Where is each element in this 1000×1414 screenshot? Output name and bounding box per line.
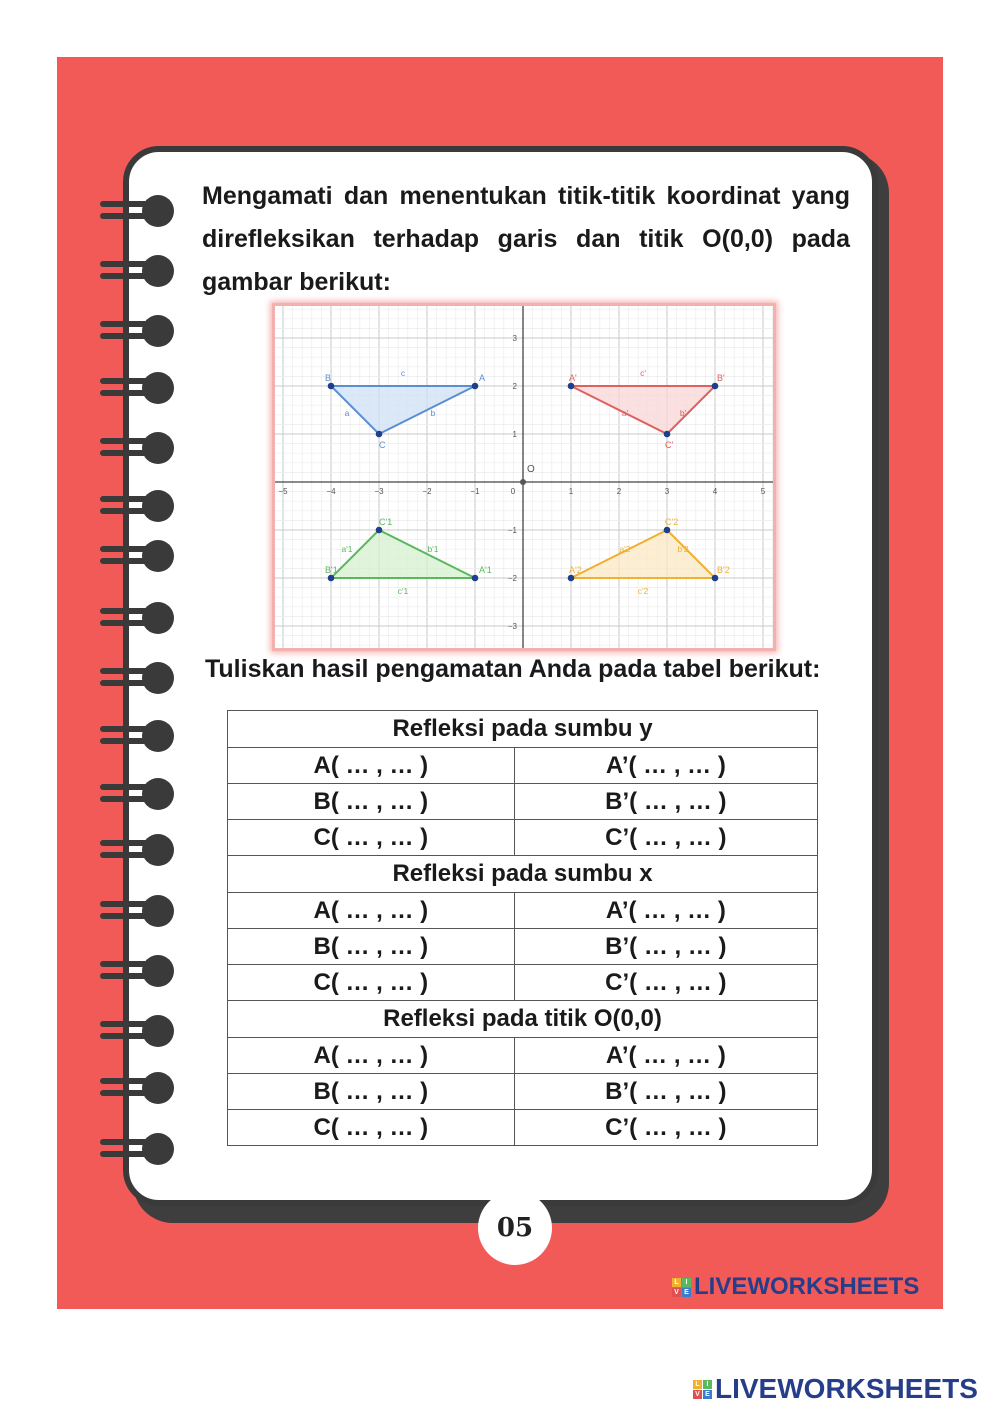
brand-mark-letter: E: [682, 1288, 691, 1297]
section-title: Refleksi pada sumbu y: [228, 711, 818, 748]
vertex-point: [376, 431, 383, 438]
vertex-label: B: [325, 373, 332, 383]
vertex-label: A'2: [569, 565, 582, 575]
instruction-text: Tuliskan hasil pengamatan Anda pada tabel berikut:: [205, 655, 821, 683]
brand-mark-letter: V: [672, 1288, 681, 1297]
binding-ring: [100, 720, 170, 754]
x-tick-label: −2: [422, 487, 432, 496]
vertex-point: [328, 383, 335, 390]
image-point-cell[interactable]: B’( … , … ): [514, 784, 817, 820]
original-point-cell[interactable]: B( … , … ): [228, 929, 515, 965]
brand-mark-icon: [672, 1278, 691, 1297]
binding-ring: [100, 778, 170, 812]
side-label: a': [621, 408, 629, 418]
vertex-point: [712, 383, 719, 390]
page-number: 05: [478, 1191, 552, 1265]
brand-mark-letter: V: [693, 1390, 702, 1399]
x-tick-label: −4: [326, 487, 336, 496]
side-label: c'2: [637, 586, 649, 596]
binding-ring: [100, 955, 170, 989]
original-point-cell[interactable]: C( … , … ): [228, 1110, 515, 1146]
side-label: c': [640, 368, 646, 378]
original-point-cell[interactable]: C( … , … ): [228, 820, 515, 856]
reflection-table: [227, 710, 818, 1146]
brand-logo-inner[interactable]: [672, 1273, 919, 1301]
section-title: Refleksi pada sumbu x: [228, 856, 818, 893]
triangle-4: [571, 530, 715, 578]
brand-mark-letter: L: [672, 1278, 681, 1287]
binding-ring: [100, 1072, 170, 1106]
x-tick-label: −1: [470, 487, 480, 496]
vertex-point: [328, 575, 335, 582]
x-tick-label: 4: [712, 487, 718, 496]
table-row: [228, 1110, 818, 1146]
x-tick-label: 2: [616, 487, 622, 496]
binding-ring: [100, 315, 170, 349]
side-label: b'1: [427, 544, 439, 554]
x-tick-label: 5: [760, 487, 766, 496]
vertex-label: A'1: [479, 565, 492, 575]
side-label: c: [400, 368, 406, 378]
table-row: [228, 748, 818, 784]
image-point-cell[interactable]: C’( … , … ): [514, 1110, 817, 1146]
y-tick-label: −3: [507, 622, 517, 631]
binding-ring: [100, 490, 170, 524]
original-point-cell[interactable]: A( … , … ): [228, 748, 515, 784]
side-label: b: [430, 408, 436, 418]
vertex-point: [712, 575, 719, 582]
brand-mark-letter: E: [703, 1390, 712, 1399]
section-header-row: [228, 1001, 818, 1038]
table-row: [228, 1074, 818, 1110]
side-label: a'2: [619, 544, 631, 554]
x-tick-label: 3: [664, 487, 670, 496]
side-label: a: [344, 408, 350, 418]
vertex-label: C: [379, 440, 386, 450]
binding-ring: [100, 662, 170, 696]
origin-label: O: [527, 464, 535, 475]
binding-ring: [100, 195, 170, 229]
vertex-label: C'1: [379, 517, 393, 527]
table-row: [228, 820, 818, 856]
vertex-point: [664, 527, 671, 534]
brand-text: LIVEWORKSHEETS: [694, 1273, 920, 1300]
vertex-point: [568, 575, 575, 582]
table-row: [228, 784, 818, 820]
table-row: [228, 929, 818, 965]
vertex-point: [472, 383, 479, 390]
table-row: [228, 965, 818, 1001]
x-tick-label: 1: [568, 487, 574, 496]
image-point-cell[interactable]: A’( … , … ): [514, 748, 817, 784]
x-tick-label: −3: [374, 487, 384, 496]
image-point-cell[interactable]: C’( … , … ): [514, 965, 817, 1001]
original-point-cell[interactable]: B( … , … ): [228, 784, 515, 820]
side-label: b'2: [677, 544, 689, 554]
original-point-cell[interactable]: A( … , … ): [228, 893, 515, 929]
vertex-label: B': [717, 373, 725, 383]
binding-ring: [100, 1015, 170, 1049]
origin-point: [520, 479, 526, 485]
coordinate-graph: [272, 303, 776, 651]
vertex-label: B'1: [325, 565, 338, 575]
original-point-cell[interactable]: B( … , … ): [228, 1074, 515, 1110]
binding-ring: [100, 602, 170, 636]
vertex-label: C': [665, 440, 674, 450]
x-tick-label: −5: [278, 487, 288, 496]
vertex-label: C'2: [665, 517, 679, 527]
binding-ring: [100, 255, 170, 289]
brand-mark-letter: I: [703, 1380, 712, 1389]
vertex-label: A: [479, 373, 486, 383]
binding-ring: [100, 432, 170, 466]
triangle-2: [571, 386, 715, 434]
table-row: [228, 1038, 818, 1074]
section-header-row: [228, 856, 818, 893]
image-point-cell[interactable]: B’( … , … ): [514, 929, 817, 965]
binding-ring: [100, 834, 170, 868]
table-row: [228, 893, 818, 929]
vertex-point: [376, 527, 383, 534]
binding-ring: [100, 895, 170, 929]
graph-svg: [275, 306, 773, 648]
triangle-3: [331, 530, 475, 578]
vertex-label: B'2: [717, 565, 730, 575]
side-label: a'1: [341, 544, 353, 554]
section-header-row: [228, 711, 818, 748]
image-point-cell[interactable]: A’( … , … ): [514, 1038, 817, 1074]
x-tick-label: 0: [510, 487, 516, 496]
section-title: Refleksi pada titik O(0,0): [228, 1001, 818, 1038]
vertex-point: [472, 575, 479, 582]
vertex-point: [664, 431, 671, 438]
y-tick-label: −1: [507, 526, 517, 535]
binding-ring: [100, 372, 170, 406]
brand-text: LIVEWORKSHEETS: [715, 1373, 978, 1404]
intro-text: Mengamati dan menentukan titik-titik koordinat yang direfleksikan terhadap garis dan titik O(0,0) pada gambar berikut:: [202, 182, 850, 296]
binding-ring: [100, 540, 170, 574]
y-tick-label: 1: [512, 430, 517, 439]
brand-mark-letter: L: [693, 1380, 702, 1389]
original-point-cell[interactable]: C( … , … ): [228, 965, 515, 1001]
image-point-cell[interactable]: B’( … , … ): [514, 1074, 817, 1110]
side-label: c'1: [397, 586, 409, 596]
brand-mark-icon: [693, 1380, 712, 1399]
triangle-1: [331, 386, 475, 434]
binding-ring: [100, 1133, 170, 1167]
vertex-point: [568, 383, 575, 390]
brand-mark-letter: I: [682, 1278, 691, 1287]
y-tick-label: 3: [512, 334, 517, 343]
y-tick-label: 2: [512, 382, 517, 391]
image-point-cell[interactable]: C’( … , … ): [514, 820, 817, 856]
vertex-label: A': [569, 373, 577, 383]
brand-logo-footer[interactable]: [693, 1373, 978, 1405]
image-point-cell[interactable]: A’( … , … ): [514, 893, 817, 929]
original-point-cell[interactable]: A( … , … ): [228, 1038, 515, 1074]
y-tick-label: −2: [507, 574, 517, 583]
side-label: b': [679, 408, 687, 418]
